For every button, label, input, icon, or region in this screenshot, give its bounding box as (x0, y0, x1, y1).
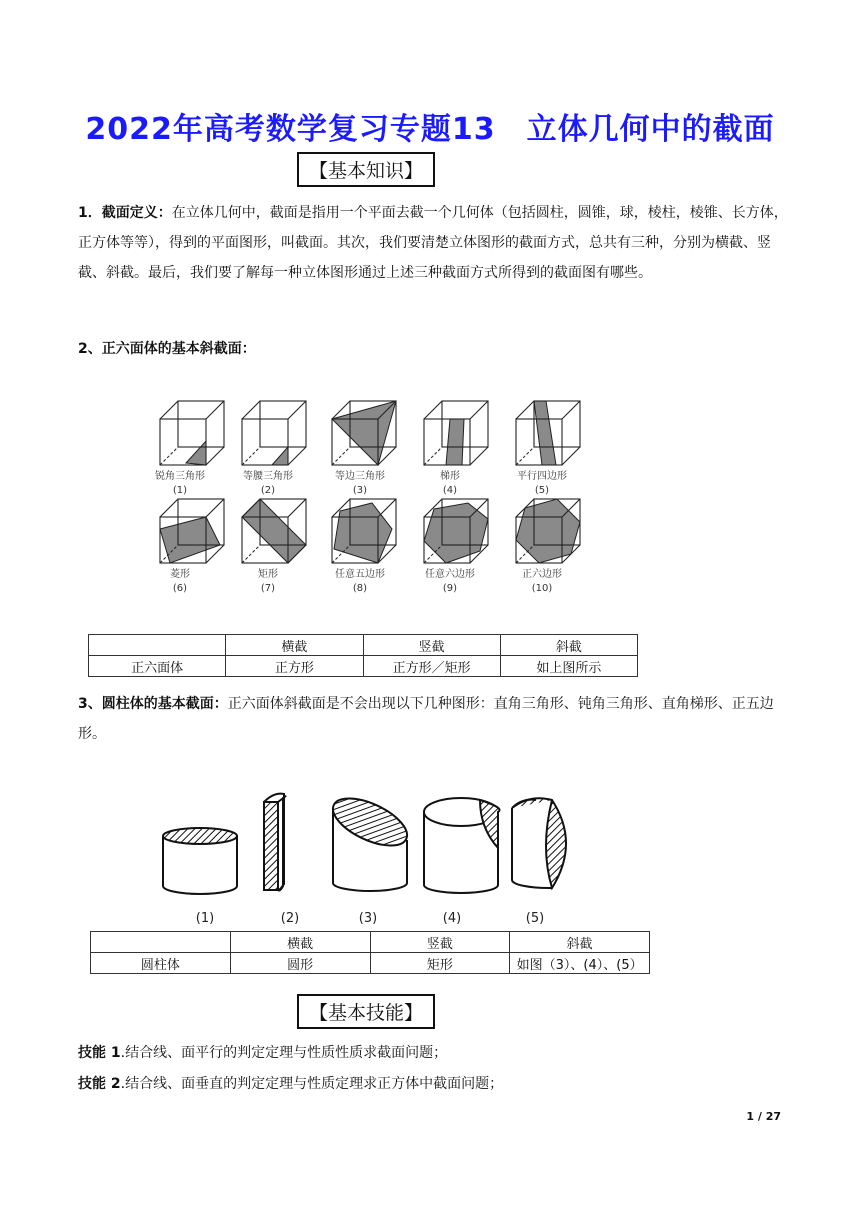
cylinder-5 (512, 798, 566, 888)
cube-8 (332, 499, 396, 563)
table-cell: 横截 (226, 635, 363, 656)
skill-2-text: .结合线、面垂直的判定定理与性质定理求正方体中截面问题； (120, 1076, 504, 1092)
cube-6 (160, 499, 224, 563)
cube-caption-6: 菱形 (170, 569, 190, 580)
skill-1-text: .结合线、面平行的判定定理与性质性质求截面问题； (120, 1045, 448, 1061)
cube-caption-num-5: (5) (534, 485, 550, 496)
table-cell: 正六面体 (89, 656, 226, 677)
cylinder-caption-1: (1) (195, 911, 215, 926)
cylinder-1 (163, 828, 237, 894)
cylinder-2 (264, 794, 286, 891)
table-cell: 斜截 (500, 635, 637, 656)
table-cell: 圆形 (230, 953, 370, 974)
paragraph-definition (78, 198, 788, 288)
skill-1-label: 技能 1 (78, 1045, 121, 1061)
table-row (91, 953, 650, 974)
cylinder-3 (326, 789, 414, 891)
table-cell: 横截 (230, 932, 370, 953)
table-cell: 竖截 (370, 932, 510, 953)
cylinder-section-text: 正六面体斜截面是不会出现以下几种图形：直角三角形、钝角三角形、直角梯形、正五边形。 (78, 696, 774, 742)
cube-sections-figure (150, 393, 590, 603)
definition-text: 在立体几何中，截面是指用一个平面去截一个几何体（包括圆柱，圆锥，球，棱柱，棱锥、长方体，正方体等等），得到的平面图形，叫截面。其次，我们要清楚立体图形的截面方式，总共有三种，分别为横截、竖截、斜截。最后，我们要了解每一种立体图形通过上述三种截面方式所得到的截面图有哪些。 (78, 205, 788, 281)
cube-caption-8: 任意五边形 (335, 569, 385, 580)
table-row (89, 656, 638, 677)
cube-caption-num-1: (1) (172, 485, 188, 496)
table-cell: 斜截 (510, 932, 650, 953)
cylinder-sections-figure (150, 788, 590, 928)
paragraph-cylinder (78, 689, 788, 749)
skill-2-label: 技能 2 (78, 1076, 121, 1092)
table-cell (89, 635, 226, 656)
cube-7 (242, 499, 306, 563)
definition-label: 1．截面定义： (78, 205, 172, 221)
cube-caption-1: 锐角三角形 (155, 471, 205, 482)
cube-section-label: 2、正六面体的基本斜截面： (78, 341, 256, 357)
table-cell (91, 932, 231, 953)
page-title: 2022年高考数学复习专题13 立体几何中的截面 (85, 112, 775, 147)
skill-2 (78, 1069, 788, 1099)
skill-1 (78, 1038, 788, 1068)
cylinder-section-label: 3、圆柱体的基本截面： (78, 696, 228, 712)
cube-2 (242, 401, 306, 465)
cube-caption-num-8: (8) (352, 583, 368, 594)
cylinder-caption-5: (5) (525, 911, 545, 926)
cube-1 (160, 401, 224, 465)
cube-caption-num-2: (2) (260, 485, 276, 496)
cube-caption-num-4: (4) (442, 485, 458, 496)
table-header-row (91, 932, 650, 953)
table-cell: 如上图所示 (500, 656, 637, 677)
section-heading-basic-knowledge: 【基本知识】 (297, 152, 435, 187)
cylinder-caption-4: (4) (442, 911, 462, 926)
cube-caption-3: 等边三角形 (335, 471, 385, 482)
cube-9 (424, 499, 488, 563)
cube-caption-7: 矩形 (258, 569, 278, 580)
section-heading-basic-skills: 【基本技能】 (297, 994, 435, 1029)
paragraph-cube-heading (78, 334, 788, 364)
cylinder-caption-3: (3) (358, 911, 378, 926)
cube-caption-num-6: (6) (172, 583, 188, 594)
cube-caption-num-10: (10) (531, 583, 553, 594)
page-number: 1 / 27 (746, 1110, 781, 1123)
cylinder-caption-2: (2) (280, 911, 300, 926)
cube-5 (516, 401, 580, 465)
cylinder-4 (424, 798, 500, 893)
cube-10 (516, 499, 580, 563)
table-cell: 圆柱体 (91, 953, 231, 974)
table-header-row (89, 635, 638, 656)
table-cell: 如图（3）、(4）、(5） (510, 953, 650, 974)
cube-caption-2: 等腰三角形 (243, 471, 293, 482)
cube-caption-5: 平行四边形 (517, 471, 567, 482)
cube-caption-num-7: (7) (260, 583, 276, 594)
cube-3 (332, 401, 396, 465)
table-cell: 正方形 (226, 656, 363, 677)
table-cell: 矩形 (370, 953, 510, 974)
cylinder-section-table (90, 931, 650, 974)
table-cell: 竖截 (363, 635, 500, 656)
table-cell: 正方形／矩形 (363, 656, 500, 677)
cube-section-table (88, 634, 638, 677)
cube-caption-num-9: (9) (442, 583, 458, 594)
cube-caption-9: 任意六边形 (425, 569, 475, 580)
cube-4 (424, 401, 488, 465)
cube-caption-10: 正六边形 (522, 569, 562, 580)
cube-caption-num-3: (3) (352, 485, 368, 496)
cube-caption-4: 梯形 (440, 471, 460, 482)
